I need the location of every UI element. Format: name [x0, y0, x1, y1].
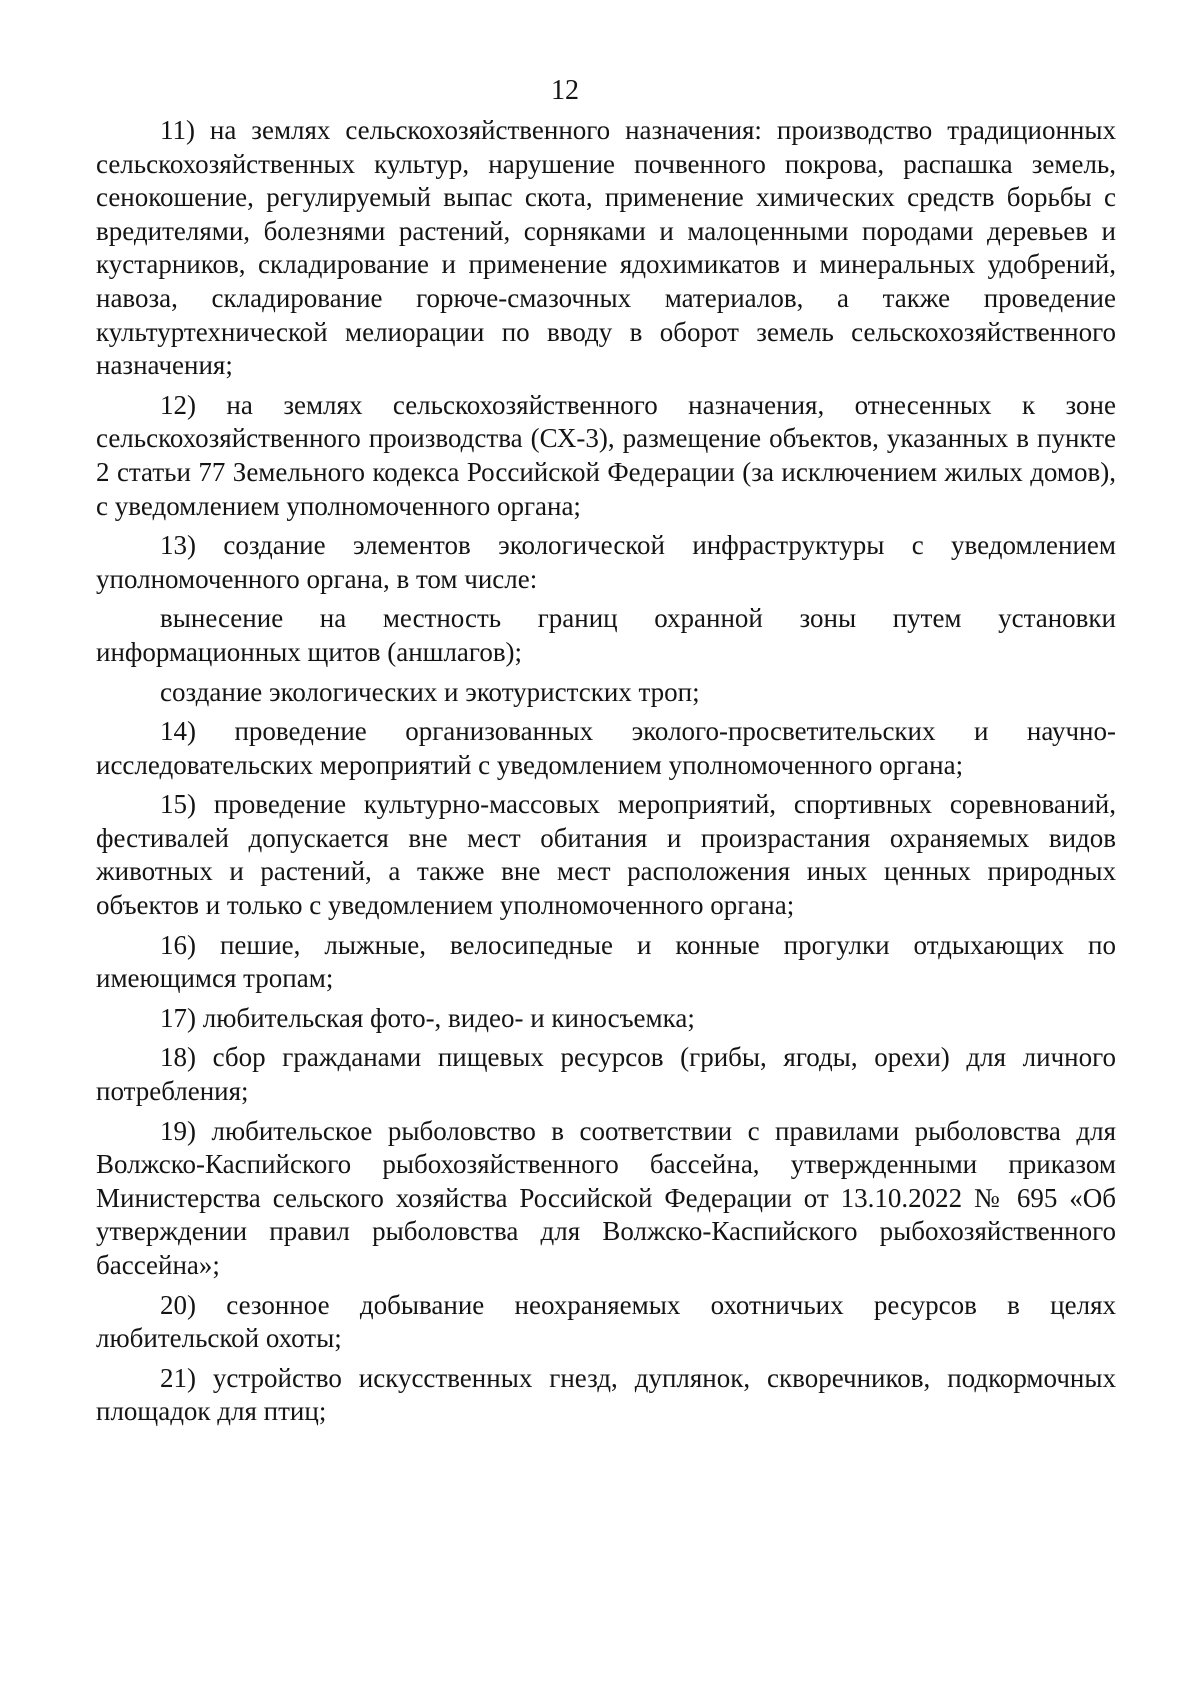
- document-body: [96, 114, 1116, 1435]
- paragraph-item-13: 13) создание элементов экологической инфраструктуры с уведомлением уполномоченного органа, в том числе:: [96, 530, 1116, 594]
- paragraph-item-16: 16) пешие, лыжные, велосипедные и конные прогулки отдыхающих по имеющимся тропам;: [96, 929, 1116, 994]
- paragraph-item-19: 19) любительское рыболовство в соответствии с правилами рыболовства для Волжско-Каспийского рыбохозяйственного бассейна, утвержденными приказом Министерства сельского хозяйства Российской Федерации от 13.10.2022 № 695 «Об утверждении правил рыболовства для Волжско-Каспийского рыбохозяйственного бассейна»;: [96, 1115, 1116, 1280]
- page-number: 12: [551, 75, 579, 106]
- paragraph-item-17: 17) любительская фото-, видео- и киносъемка;: [160, 1002, 695, 1033]
- paragraph-item-11: 11) на землях сельскохозяйственного назначения: производство традиционных сельскохозяйственных культур, нарушение почвенного покрова, распашка земель, сенокошение, регулируемый выпас скота, применение химических средств борьбы с вредителями, болезнями растений, сорняками и малоценными породами деревьев и кустарников, складирование и применение ядохимикатов и минеральных удобрений, навоза, складирование горюче-смазочных материалов, а также проведение культуртехнической мелиорации по вводу в оборот земель сельскохозяйственного назначения;: [96, 115, 1116, 381]
- paragraph-item-15: 15) проведение культурно-массовых мероприятий, спортивных соревнований, фестивалей допускается вне мест обитания и произрастания охраняемых видов животных и растений, а также вне мест расположения иных ценных природных объектов и только с уведомлением уполномоченного органа;: [96, 789, 1116, 921]
- paragraph-item-18: 18) сбор гражданами пищевых ресурсов (грибы, ягоды, орехи) для личного потребления;: [96, 1042, 1116, 1107]
- paragraph-subitem-trails: создание экологических и экотуристских троп;: [160, 676, 700, 707]
- paragraph-item-20: 20) сезонное добывание неохраняемых охотничьих ресурсов в целях любительской охоты;: [96, 1289, 1116, 1354]
- paragraph-subitem-signage: вынесение на местность границ охранной зоны путем установки информационных щитов (аншлагов);: [96, 603, 1116, 667]
- paragraph-item-14: 14) проведение организованных эколого-просветительских и научно-исследовательских мероприятий с уведомлением уполномоченного органа;: [96, 716, 1116, 780]
- paragraph-item-12: 12) на землях сельскохозяйственного назначения, отнесенных к зоне сельскохозяйственного производства (СХ-3), размещение объектов, указанных в пункте 2 статьи 77 Земельного кодекса Российской Федерации (за исключением жилых домов), с уведомлением уполномоченного органа;: [96, 389, 1116, 521]
- paragraph-item-21: 21) устройство искусственных гнезд, дуплянок, скворечников, подкормочных площадок для птиц;: [96, 1362, 1116, 1427]
